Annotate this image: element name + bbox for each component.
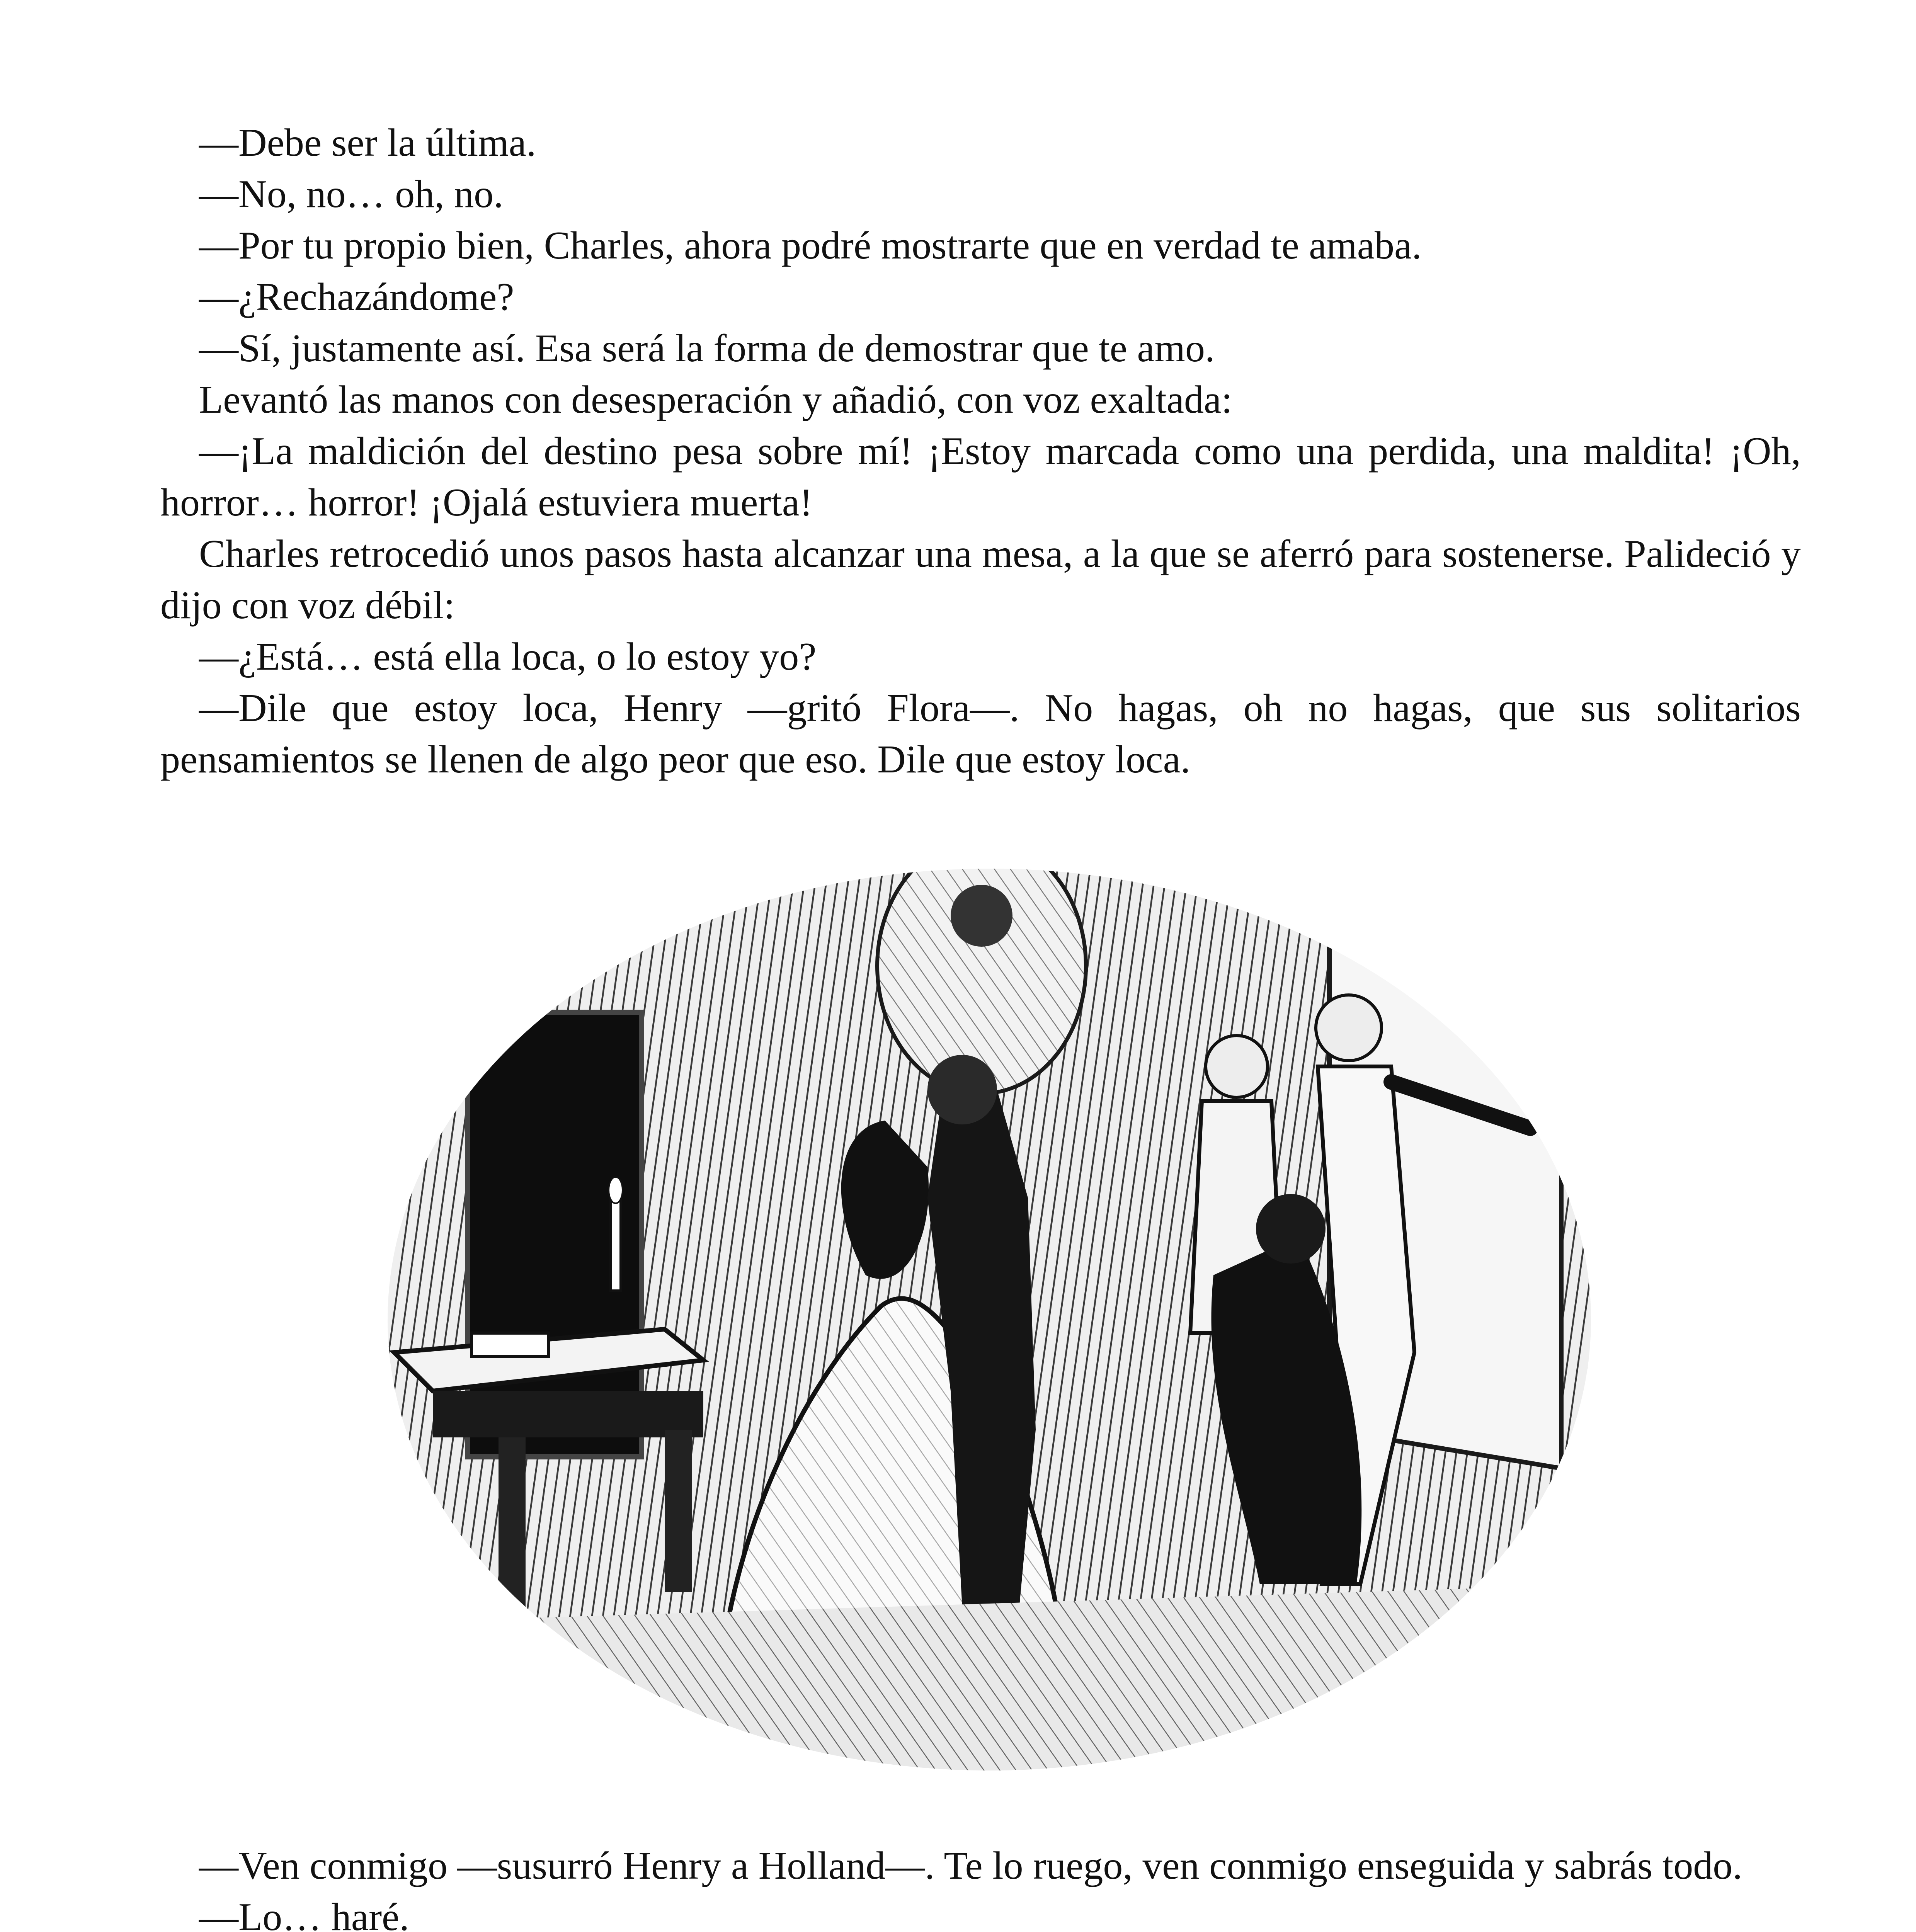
paragraph: —¡La maldición del destino pesa sobre mí! ¡Estoy marcada como una perdida, una maldita! ¡Oh, horror… horror! ¡Ojalá estuviera muerta!: [160, 429, 1801, 524]
paragraph: —¿Está… está ella loca, o lo estoy yo?: [199, 635, 817, 679]
engraving-illustration: [371, 850, 1608, 1789]
paragraph: —No, no… oh, no.: [199, 172, 504, 216]
paragraph: —Dile que estoy loca, Henry —gritó Flora—. No hagas, oh no hagas, que sus solitarios pensamientos se llenen de algo peor que eso. Dile que estoy loca.: [160, 686, 1801, 781]
paragraph: Charles retrocedió unos pasos hasta alcanzar una mesa, a la que se aferró para sostenerse. Palideció y dijo con voz débil:: [160, 532, 1801, 627]
body-text-top: [160, 117, 1801, 785]
paragraph: —Ven conmigo —susurró Henry a Holland—. Te lo ruego, ven conmigo enseguida y sabrás todo.: [199, 1844, 1742, 1888]
paragraph: —Por tu propio bien, Charles, ahora podré mostrarte que en verdad te amaba.: [199, 224, 1422, 267]
paragraph: —¿Rechazándome?: [199, 275, 514, 319]
body-text-bottom: [160, 1840, 1801, 1932]
paragraph: —Sí, justamente así. Esa será la forma de demostrar que te amo.: [199, 327, 1215, 370]
paragraph: Levantó las manos con desesperación y añadió, con voz exaltada:: [199, 378, 1232, 422]
paragraph: —Debe ser la última.: [199, 121, 536, 165]
paragraph: —Lo… haré.: [199, 1895, 409, 1932]
candle: [609, 1177, 623, 1291]
portrait-frame: [877, 850, 1086, 1094]
